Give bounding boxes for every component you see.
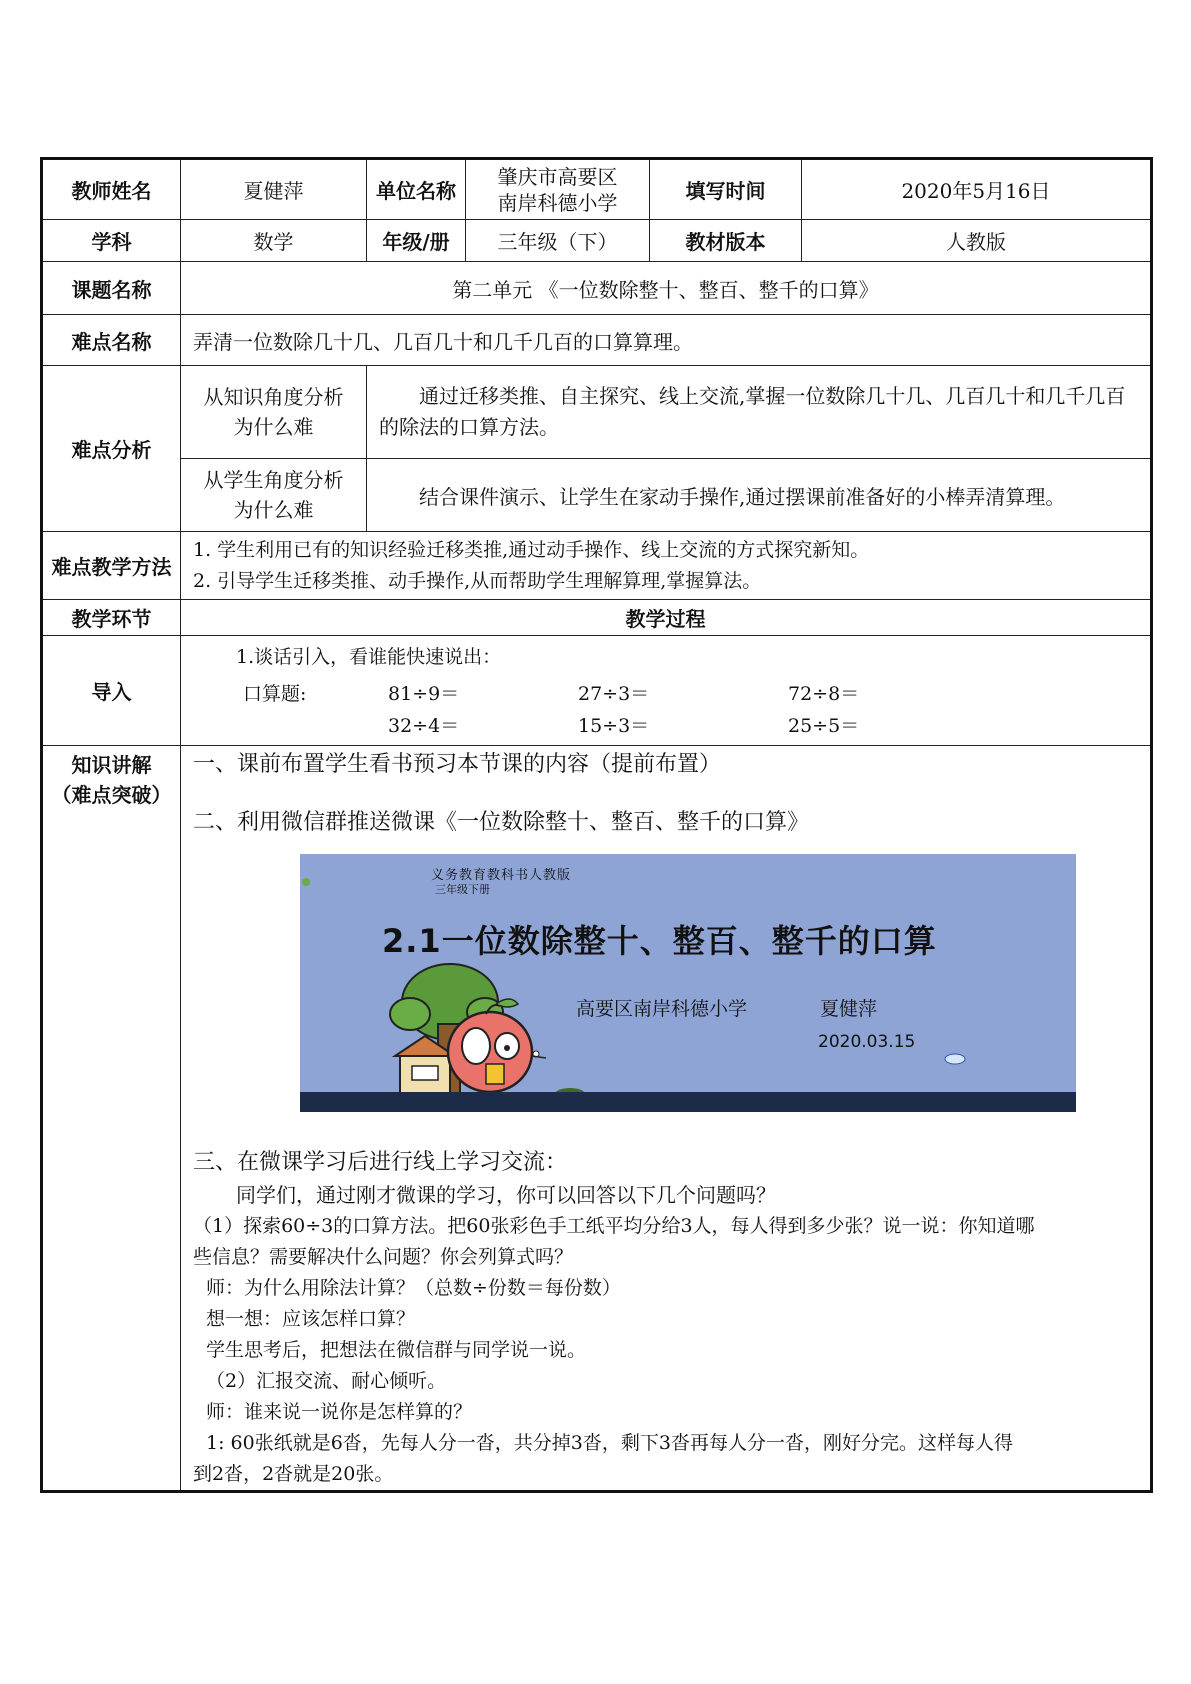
- analysis-label: 难点分析: [42, 366, 181, 532]
- analysis-row-1: [42, 366, 1152, 459]
- slide-title: 2.1一位数除整十、整百、整千的口算: [382, 922, 937, 960]
- answer-1-line-b: 到2沓，2沓就是20张。: [193, 1463, 394, 1485]
- edition-label: 教材版本: [650, 220, 802, 262]
- method-row: [42, 532, 1152, 600]
- teacher-line-2: 想一想：应该怎样口算？: [206, 1308, 416, 1330]
- method-line-2: 2. 引导学生迁移类推、动手操作,从而帮助学生理解算理,掌握算法。: [193, 569, 762, 592]
- knowledge-content: [181, 746, 1152, 1492]
- knowledge-p3: 三、在微课学习后进行线上学习交流：: [193, 1150, 568, 1175]
- unit-name: [466, 159, 650, 220]
- teacher-line-3: 学生思考后，把想法在微信群与同学说一说。: [206, 1339, 587, 1361]
- knowledge-p1: 一、课前布置学生看书预习本节课的内容（提前布置）: [193, 752, 722, 777]
- knowledge-row: [42, 746, 1152, 1492]
- topic-row: [42, 262, 1152, 315]
- knowledge-label: [42, 746, 181, 1492]
- method-label: 难点教学方法: [42, 532, 181, 600]
- knowledge-label-line1: 知识讲解: [71, 753, 152, 777]
- difficulty-value: 弄清一位数除几十几、几百几十和几千几百的口算算理。: [181, 315, 1152, 366]
- microlesson-slide-image: [300, 854, 1076, 1112]
- slide-school: 高要区南岸科德小学: [576, 998, 748, 1020]
- lesson-plan-table: [40, 157, 1150, 1493]
- teacher-label: 教师姓名: [42, 159, 181, 220]
- knowledge-p2: 二、利用微信群推送微课《一位数除整十、整百、整千的口算》: [193, 810, 810, 835]
- slide-illustration: [300, 854, 1076, 1112]
- calc-item: 27÷3＝: [578, 683, 650, 705]
- calc-item: 72÷8＝: [788, 683, 860, 705]
- intro-row: [42, 636, 1152, 746]
- grade-value: 三年级（下）: [466, 220, 650, 262]
- topic-value: 第二单元 《一位数除整十、整百、整千的口算》: [181, 262, 1152, 315]
- student-angle-label: 从学生角度分析为什么难: [181, 459, 367, 532]
- analysis-row-2: [42, 459, 1152, 532]
- grade-label: 年级/册: [367, 220, 466, 262]
- edition-value: 人教版: [802, 220, 1152, 262]
- knowledge-angle-label: 从知识角度分析为什么难: [181, 366, 367, 459]
- slide-author: 夏健萍: [820, 998, 878, 1020]
- header-row-1: [42, 159, 1152, 220]
- calc-row-2: [181, 710, 1150, 742]
- calc-item: 25÷5＝: [788, 715, 860, 737]
- slide-taskbar: [300, 1092, 1076, 1112]
- intro-label: 导入: [42, 636, 181, 746]
- knowledge-angle-text: 通过迁移类推、自主探究、线上交流,掌握一位数除几十几、几百几十和几千几百的除法的口算方法。: [367, 366, 1152, 459]
- intro-line-1: 1.谈话引入，看谁能快速说出：: [236, 646, 502, 668]
- date-value: 2020年5月16日: [802, 159, 1152, 220]
- calc-item: 32÷4＝: [388, 715, 460, 737]
- knowledge-p4: 同学们，通过刚才微课的学习，你可以回答以下几个问题吗？: [236, 1183, 776, 1207]
- calc-item: 15÷3＝: [578, 715, 650, 737]
- unit-name-line1: 肇庆市高要区: [497, 164, 618, 189]
- date-label: 填写时间: [650, 159, 802, 220]
- knowledge-label-line2: （难点突破）: [51, 783, 172, 807]
- teacher-line-4: 师：谁来说一说你是怎样算的？: [206, 1401, 473, 1423]
- calc-label: 口算题:: [243, 683, 307, 705]
- calc-row-1: [181, 678, 1150, 710]
- difficulty-label: 难点名称: [42, 315, 181, 366]
- teacher-name: 夏健萍: [181, 159, 367, 220]
- question-2: （2）汇报交流、耐心倾听。: [206, 1370, 447, 1392]
- slide-textbook-line: 义务教育教科书人教版: [431, 868, 572, 883]
- question-1-line-a: （1）探索60÷3的口算方法。把60张彩色手工纸平均分给3人，每人得到多少张？说一说：你知道哪: [193, 1215, 1035, 1237]
- unit-name-line2: 南岸科德小学: [497, 190, 618, 215]
- teacher-line-1: 师：为什么用除法计算？（总数÷份数＝每份数）: [206, 1277, 621, 1299]
- method-text: [181, 532, 1152, 600]
- header-row-2: [42, 220, 1152, 262]
- stage-label: 教学环节: [42, 600, 181, 636]
- process-header-row: [42, 600, 1152, 636]
- slide-date: 2020.03.15: [818, 1032, 916, 1052]
- subject-value: 数学: [181, 220, 367, 262]
- subject-label: 学科: [42, 220, 181, 262]
- topic-label: 课题名称: [42, 262, 181, 315]
- answer-1-line-a: 1: 60张纸就是6沓，先每人分一沓，共分掉3沓，剩下3沓再每人分一沓，刚好分完。这样每人得: [206, 1432, 1013, 1454]
- unit-label: 单位名称: [367, 159, 466, 220]
- method-line-1: 1. 学生利用已有的知识经验迁移类推,通过动手操作、线上交流的方式探究新知。: [193, 538, 870, 561]
- process-label: 教学过程: [181, 600, 1152, 636]
- intro-content: [181, 636, 1152, 746]
- calc-item: 81÷9＝: [388, 683, 460, 705]
- question-1-line-b: 些信息？需要解决什么问题？你会列算式吗？: [193, 1246, 574, 1268]
- slide-grade-line: 三年级下册: [435, 883, 490, 896]
- student-angle-text: 结合课件演示、让学生在家动手操作,通过摆课前准备好的小棒弄清算理。: [367, 459, 1152, 532]
- difficulty-row: [42, 315, 1152, 366]
